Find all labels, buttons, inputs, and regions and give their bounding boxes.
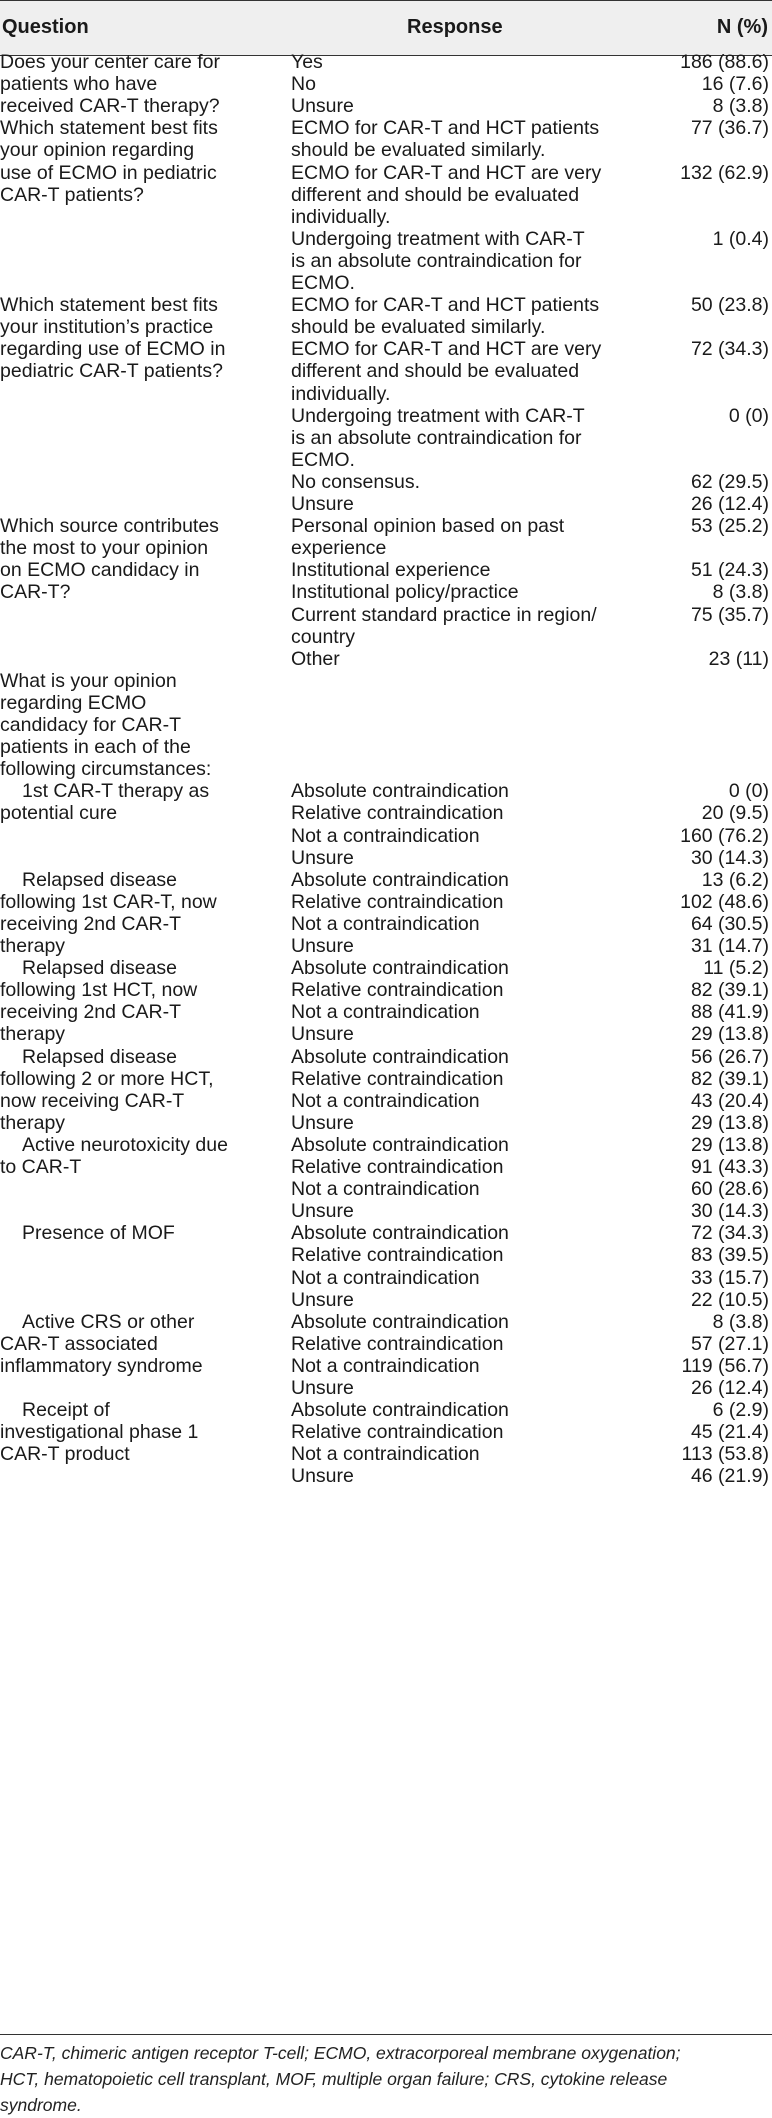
question-cell: Active neurotoxicity due bbox=[22, 1133, 228, 1156]
response-cell: Unsure bbox=[291, 1465, 354, 1488]
count-cell: 160 (76.2) bbox=[680, 824, 769, 847]
count-cell: 132 (62.9) bbox=[680, 161, 769, 184]
count-cell: 13 (6.2) bbox=[701, 868, 769, 891]
question-cell: patients who have bbox=[0, 73, 158, 96]
count-cell: 6 (2.9) bbox=[712, 1399, 769, 1422]
count-cell: 8 (3.8) bbox=[712, 1310, 769, 1333]
response-cell: Relative contraindication bbox=[291, 1421, 504, 1444]
count-cell: 119 (56.7) bbox=[681, 1354, 769, 1377]
count-cell: 26 (12.4) bbox=[690, 1377, 769, 1399]
header-question: Question bbox=[2, 16, 89, 38]
question-cell: CAR-T patients? bbox=[0, 183, 144, 206]
response-cell: should be evaluated similarly. bbox=[291, 139, 546, 162]
response-cell: Institutional policy/practice bbox=[291, 581, 519, 604]
question-cell: receiving 2nd CAR-T bbox=[0, 912, 181, 935]
response-cell: Relative contraindication bbox=[291, 890, 504, 913]
response-cell: Unsure bbox=[291, 935, 354, 957]
question-cell: receiving 2nd CAR-T bbox=[0, 1001, 181, 1024]
count-cell: 62 (29.5) bbox=[690, 470, 769, 493]
question-cell: investigational phase 1 bbox=[0, 1421, 199, 1444]
header-n-percent: N (%) bbox=[716, 16, 768, 38]
count-cell: 82 (39.1) bbox=[690, 1067, 769, 1090]
bottom-rule bbox=[0, 2034, 772, 2035]
response-cell: Relative contraindication bbox=[291, 1332, 504, 1355]
response-cell: Relative contraindication bbox=[291, 1244, 504, 1267]
count-cell: 57 (27.1) bbox=[690, 1332, 769, 1355]
response-cell: Unsure bbox=[291, 95, 354, 118]
question-cell: following 2 or more HCT, bbox=[0, 1067, 214, 1090]
response-cell: Undergoing treatment with CAR-T bbox=[291, 227, 585, 250]
response-cell: Unsure bbox=[291, 1377, 354, 1399]
question-cell: to CAR-T bbox=[0, 1156, 82, 1178]
count-cell: 102 (48.6) bbox=[680, 890, 769, 913]
response-cell: individually. bbox=[291, 382, 391, 405]
response-cell: Absolute contraindication bbox=[291, 868, 509, 891]
count-cell: 33 (15.7) bbox=[690, 1266, 769, 1289]
footnote-line: HCT, hematopoietic cell transplant, MOF, multiple organ failure; CRS, cytokine release bbox=[0, 2069, 668, 2089]
response-cell: Absolute contraindication bbox=[291, 1045, 509, 1068]
count-cell: 83 (39.5) bbox=[690, 1244, 769, 1267]
response-cell: different and should be evaluated bbox=[291, 183, 580, 206]
response-cell: Not a contraindication bbox=[291, 1266, 480, 1289]
question-cell: potential cure bbox=[0, 802, 118, 825]
count-cell: 31 (14.7) bbox=[690, 935, 769, 957]
question-cell: Does your center care for bbox=[0, 51, 221, 73]
response-cell: Not a contraindication bbox=[291, 1354, 480, 1377]
count-cell: 46 (21.9) bbox=[690, 1465, 769, 1488]
question-cell: now receiving CAR-T bbox=[0, 1089, 185, 1112]
question-cell: Relapsed disease bbox=[22, 868, 178, 891]
count-cell: 22 (10.5) bbox=[690, 1288, 769, 1311]
question-cell: your institution’s practice bbox=[0, 316, 214, 339]
count-cell: 186 (88.6) bbox=[680, 51, 769, 73]
question-cell: Presence of MOF bbox=[22, 1222, 175, 1245]
header-response: Response bbox=[407, 16, 503, 38]
response-cell: country bbox=[291, 625, 355, 648]
question-cell: following 1st CAR-T, now bbox=[0, 890, 217, 913]
response-cell: Absolute contraindication bbox=[291, 1310, 509, 1333]
response-cell: ECMO for CAR-T and HCT are very bbox=[291, 338, 602, 361]
question-cell: CAR-T product bbox=[0, 1443, 130, 1466]
response-cell: Not a contraindication bbox=[291, 824, 480, 847]
count-cell: 26 (12.4) bbox=[690, 493, 769, 515]
question-cell: Relapsed disease bbox=[22, 957, 178, 980]
response-cell: Relative contraindication bbox=[291, 1156, 504, 1178]
question-cell: Which statement best fits bbox=[0, 294, 218, 317]
count-cell: 113 (53.8) bbox=[681, 1443, 769, 1466]
count-cell: 60 (28.6) bbox=[690, 1178, 769, 1201]
response-cell: Not a contraindication bbox=[291, 912, 480, 935]
response-cell: ECMO for CAR-T and HCT are very bbox=[291, 161, 602, 184]
count-cell: 91 (43.3) bbox=[690, 1156, 769, 1178]
count-cell: 11 (5.2) bbox=[703, 957, 769, 980]
response-cell: Absolute contraindication bbox=[291, 957, 509, 980]
count-cell: 29 (13.8) bbox=[690, 1133, 769, 1156]
footnote-line: CAR-T, chimeric antigen receptor T-cell; ECMO, extracorporeal membrane oxygenation; bbox=[0, 2043, 681, 2063]
question-cell: What is your opinion bbox=[0, 669, 177, 692]
response-cell: is an absolute contraindication for bbox=[291, 249, 582, 272]
count-cell: 8 (3.8) bbox=[712, 95, 769, 118]
table-footnote bbox=[0, 2040, 772, 2118]
question-cell: inflammatory syndrome bbox=[0, 1354, 203, 1377]
response-cell: individually. bbox=[291, 205, 391, 228]
response-cell: Unsure bbox=[291, 1111, 354, 1134]
count-cell: 72 (34.3) bbox=[690, 1222, 769, 1245]
response-cell: Absolute contraindication bbox=[291, 1222, 509, 1245]
response-cell: is an absolute contraindication for bbox=[291, 426, 582, 449]
response-cell: Unsure bbox=[291, 1288, 354, 1311]
response-cell: Relative contraindication bbox=[291, 802, 504, 825]
question-cell: therapy bbox=[0, 1111, 66, 1134]
response-cell: Current standard practice in region/ bbox=[291, 603, 597, 626]
response-cell: Not a contraindication bbox=[291, 1001, 480, 1024]
count-cell: 43 (20.4) bbox=[690, 1089, 769, 1112]
count-cell: 29 (13.8) bbox=[690, 1023, 769, 1046]
response-cell: Unsure bbox=[291, 1023, 354, 1046]
question-cell: on ECMO candidacy in bbox=[0, 559, 200, 582]
response-cell: Unsure bbox=[291, 493, 354, 515]
response-cell: No consensus. bbox=[291, 470, 420, 493]
question-cell: patients in each of the bbox=[0, 736, 191, 759]
question-cell: therapy bbox=[0, 1023, 66, 1046]
count-cell: 51 (24.3) bbox=[690, 559, 769, 582]
count-cell: 20 (9.5) bbox=[701, 802, 769, 825]
response-cell: Unsure bbox=[291, 846, 354, 869]
response-cell: Not a contraindication bbox=[291, 1178, 480, 1201]
question-cell: Receipt of bbox=[22, 1399, 110, 1422]
footnote-line: syndrome. bbox=[0, 2095, 82, 2115]
count-cell: 0 (0) bbox=[728, 780, 769, 803]
question-cell: following 1st HCT, now bbox=[0, 979, 198, 1002]
response-cell: Institutional experience bbox=[291, 559, 491, 582]
response-cell: Other bbox=[291, 647, 340, 670]
question-cell: CAR-T associated bbox=[0, 1332, 158, 1355]
question-cell: Active CRS or other bbox=[22, 1310, 195, 1333]
response-cell: ECMO. bbox=[291, 272, 355, 294]
response-cell: experience bbox=[291, 537, 387, 560]
question-cell: therapy bbox=[0, 935, 66, 957]
count-cell: 8 (3.8) bbox=[712, 581, 769, 604]
response-cell: ECMO. bbox=[291, 448, 355, 471]
response-cell: Not a contraindication bbox=[291, 1443, 480, 1466]
count-cell: 64 (30.5) bbox=[690, 912, 769, 935]
response-cell: Not a contraindication bbox=[291, 1089, 480, 1112]
response-cell: ECMO for CAR-T and HCT patients bbox=[291, 294, 600, 317]
question-cell: following circumstances: bbox=[0, 758, 212, 781]
count-cell: 30 (14.3) bbox=[690, 1200, 769, 1223]
count-cell: 56 (26.7) bbox=[690, 1045, 769, 1068]
count-cell: 45 (21.4) bbox=[690, 1421, 769, 1444]
response-cell: different and should be evaluated bbox=[291, 360, 580, 383]
count-cell: 50 (23.8) bbox=[690, 294, 769, 317]
question-cell: Relapsed disease bbox=[22, 1045, 178, 1068]
count-cell: 29 (13.8) bbox=[690, 1111, 769, 1134]
count-cell: 1 (0.4) bbox=[712, 227, 769, 250]
question-cell: pediatric CAR-T patients? bbox=[0, 360, 223, 383]
count-cell: 0 (0) bbox=[728, 404, 769, 427]
question-cell: 1st CAR-T therapy as bbox=[22, 780, 210, 803]
count-cell: 53 (25.2) bbox=[690, 515, 769, 538]
response-cell: No bbox=[291, 73, 316, 96]
count-cell: 75 (35.7) bbox=[690, 603, 769, 626]
question-cell: Which statement best fits bbox=[0, 117, 218, 140]
question-cell: the most to your opinion bbox=[0, 537, 209, 560]
count-cell: 88 (41.9) bbox=[690, 1001, 769, 1024]
question-cell: regarding ECMO bbox=[0, 691, 147, 714]
response-cell: Personal opinion based on past bbox=[291, 515, 565, 538]
question-cell: candidacy for CAR-T bbox=[0, 714, 181, 736]
count-cell: 23 (11) bbox=[708, 647, 769, 670]
question-cell: CAR-T? bbox=[0, 581, 71, 604]
response-cell: Undergoing treatment with CAR-T bbox=[291, 404, 585, 427]
response-cell: Relative contraindication bbox=[291, 979, 504, 1002]
response-cell: ECMO for CAR-T and HCT patients bbox=[291, 117, 600, 140]
question-cell: regarding use of ECMO in bbox=[0, 338, 226, 361]
response-cell: should be evaluated similarly. bbox=[291, 316, 546, 339]
count-cell: 82 (39.1) bbox=[690, 979, 769, 1002]
question-cell: Which source contributes bbox=[0, 515, 219, 538]
question-cell: use of ECMO in pediatric bbox=[0, 161, 217, 184]
count-cell: 16 (7.6) bbox=[701, 73, 769, 96]
response-cell: Absolute contraindication bbox=[291, 780, 509, 803]
count-cell: 72 (34.3) bbox=[690, 338, 769, 361]
count-cell: 77 (36.7) bbox=[690, 117, 769, 140]
response-cell: Relative contraindication bbox=[291, 1067, 504, 1090]
response-cell: Unsure bbox=[291, 1200, 354, 1223]
count-cell: 30 (14.3) bbox=[690, 846, 769, 869]
response-cell: Absolute contraindication bbox=[291, 1399, 509, 1422]
response-cell: Yes bbox=[291, 51, 323, 73]
response-cell: Absolute contraindication bbox=[291, 1133, 509, 1156]
question-cell: received CAR-T therapy? bbox=[0, 95, 220, 118]
question-cell: your opinion regarding bbox=[0, 139, 195, 162]
